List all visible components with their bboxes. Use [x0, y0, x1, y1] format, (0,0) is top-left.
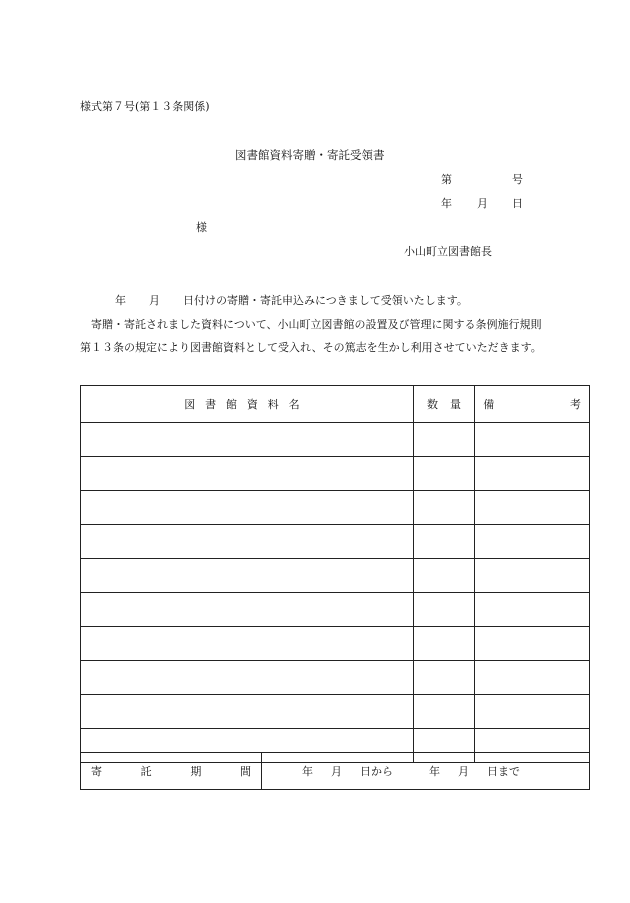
table-row [81, 525, 590, 559]
remarks-cell[interactable] [475, 457, 590, 491]
number-suffix: 号 [512, 173, 523, 186]
material-name-cell[interactable] [81, 457, 414, 491]
deposit-period-table [80, 752, 590, 790]
quantity-cell[interactable] [413, 457, 474, 491]
body-line1: 日付けの寄贈・寄託申込みにつきまして受領いたします。 [183, 294, 468, 307]
quantity-cell[interactable] [413, 627, 474, 661]
header-remarks: 備 考 [475, 386, 590, 423]
remarks-cell[interactable] [475, 627, 590, 661]
remarks-cell[interactable] [475, 593, 590, 627]
table-row [81, 457, 590, 491]
body-paragraph: 寄贈・寄託されました資料について、小山町立図書館の設置及び管理に関する条例施行規則第１３条の規定により図書館資料として受入れ、その篤志を生かし利用させていただきます。 [80, 318, 542, 354]
table-row [81, 491, 590, 525]
table-row [81, 661, 590, 695]
table-row [81, 423, 590, 457]
material-name-cell[interactable] [81, 423, 414, 457]
material-name-cell[interactable] [81, 661, 414, 695]
table-header-row [81, 386, 590, 423]
material-name-cell[interactable] [81, 491, 414, 525]
table-row [81, 559, 590, 593]
period-from-month: 月 [331, 765, 342, 778]
period-to-day: 日まで [487, 765, 520, 778]
document-title: 図書館資料寄贈・寄託受領書 [235, 148, 385, 162]
quantity-cell[interactable] [413, 695, 474, 729]
quantity-cell[interactable] [413, 491, 474, 525]
date-year: 年 [441, 197, 452, 210]
header-material-name: 図書館資料名 [81, 386, 414, 423]
remarks-cell[interactable] [475, 695, 590, 729]
issuer: 小山町立図書館長 [404, 245, 492, 258]
material-name-cell[interactable] [81, 695, 414, 729]
remarks-cell[interactable] [475, 491, 590, 525]
table-row [81, 695, 590, 729]
table-row [81, 627, 590, 661]
period-to-month: 月 [458, 765, 469, 778]
number-prefix: 第 [441, 173, 452, 186]
form-label: 様式第７号(第１３条関係) [80, 100, 210, 113]
body-month: 月 [149, 294, 160, 307]
quantity-cell[interactable] [413, 559, 474, 593]
remarks-cell[interactable] [475, 525, 590, 559]
period-value[interactable] [262, 753, 590, 790]
period-to-year: 年 [429, 765, 440, 778]
remarks-cell[interactable] [475, 559, 590, 593]
date-day: 日 [512, 197, 523, 210]
material-name-cell[interactable] [81, 559, 414, 593]
material-name-cell[interactable] [81, 525, 414, 559]
quantity-cell[interactable] [413, 593, 474, 627]
period-row [81, 753, 590, 790]
date-month: 月 [477, 197, 488, 210]
period-from-year: 年 [302, 765, 313, 778]
header-quantity: 数 量 [413, 386, 474, 423]
material-name-cell[interactable] [81, 593, 414, 627]
remarks-cell[interactable] [475, 423, 590, 457]
table-row [81, 593, 590, 627]
material-name-cell[interactable] [81, 627, 414, 661]
period-label: 寄 託 期 間 [81, 753, 262, 790]
quantity-cell[interactable] [413, 423, 474, 457]
remarks-cell[interactable] [475, 661, 590, 695]
quantity-cell[interactable] [413, 525, 474, 559]
quantity-cell[interactable] [413, 661, 474, 695]
materials-table [80, 385, 590, 763]
period-from-day: 日から [360, 765, 393, 778]
body-year: 年 [115, 294, 126, 307]
recipient-suffix: 様 [196, 221, 207, 234]
